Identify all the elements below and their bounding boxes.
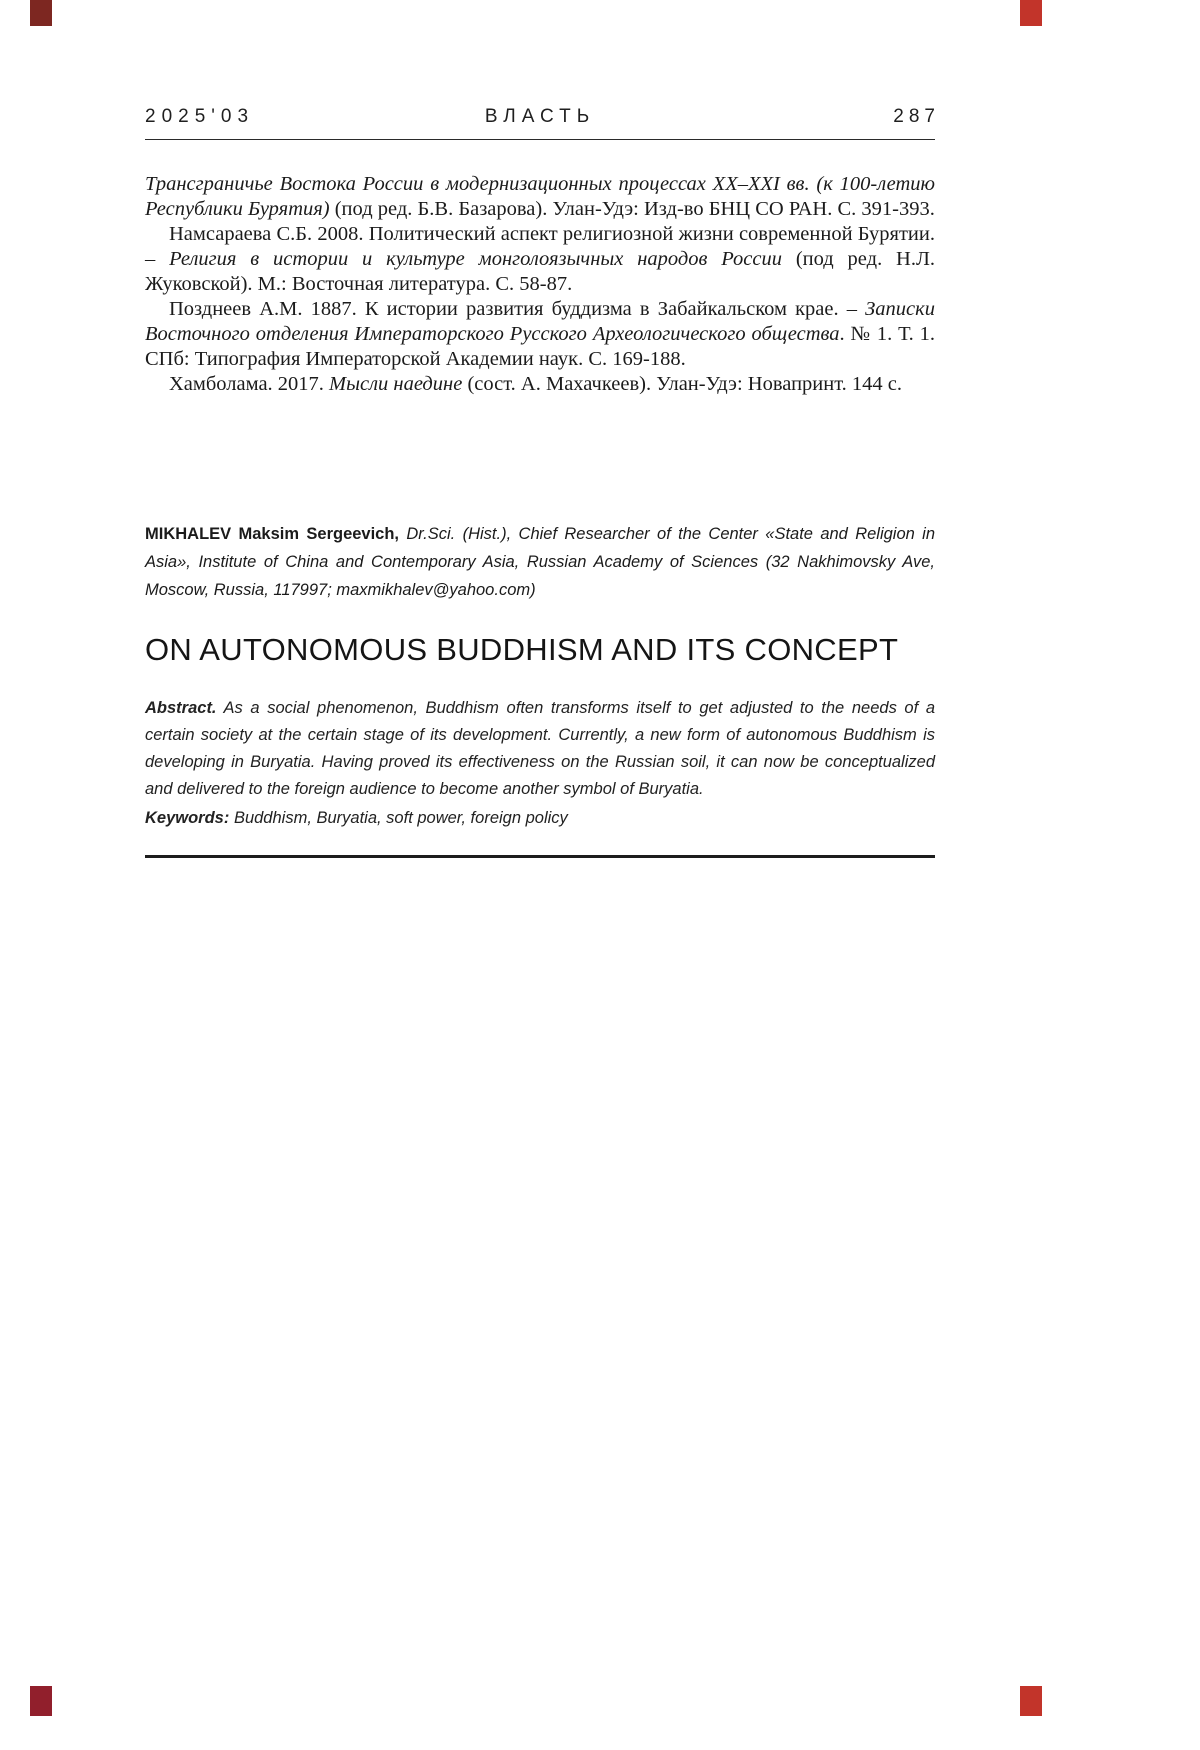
ref-segment: Намсараева С.Б. 2008. Политический аспект религиозной жизни современной Бурятии. – <box>145 223 935 270</box>
ref-segment: Религия в истории и культуре монголоязычных народов России <box>169 248 782 270</box>
author-block <box>145 520 935 604</box>
abstract-paragraph <box>145 695 935 803</box>
article-title: ON AUTONOMOUS BUDDHISM AND ITS CONCEPT <box>145 632 899 667</box>
author-name: MIKHALEV Maksim Sergeevich, <box>145 525 400 543</box>
section-rule <box>145 855 935 858</box>
reference-item <box>145 372 935 397</box>
ref-segment: (под ред. Н.Л. Жуковской). М.: Восточная литература. С. 58-87. <box>145 248 936 295</box>
ref-segment: (под ред. Б.В. Базарова). Улан-Удэ: Изд-во БНЦ СО РАН. С. 391-393. <box>329 198 935 220</box>
keywords-paragraph <box>145 805 935 832</box>
abstract-section <box>145 695 935 832</box>
issue-number: 2025'03 <box>145 106 255 127</box>
keywords-label: Keywords: <box>145 809 230 827</box>
ref-segment: Позднеев А.М. 1887. К истории развития буддизма в Забайкальском крае. – <box>169 298 866 320</box>
ref-segment: Записки Восточного отделения Императорского Русского Археологического общества <box>145 298 935 345</box>
ref-segment: Трансграничье Востока России в модернизационных процессах XX–XXI вв. (к 100-летию Республики Бурятия) <box>145 173 935 220</box>
crop-mark-top-right <box>1020 0 1042 26</box>
author-affiliation: Dr.Sci. (Hist.), Chief Researcher of the Center «State and Religion in Asia», Institute of China and Contemporary Asia, Russian Academy of Sciences (32 Nakhimovsky Ave, Moscow, Russia, 117997; maxmikhalev@yahoo.com) <box>145 525 935 599</box>
ref-segment: Хамболама. 2017. <box>169 373 330 395</box>
abstract-label: Abstract. <box>145 699 217 717</box>
running-head <box>145 106 940 128</box>
author-info <box>145 520 935 604</box>
crop-mark-top-left <box>30 0 52 26</box>
ref-segment: Мысли наедине <box>329 373 463 395</box>
reference-item <box>145 297 935 372</box>
keywords-text: Buddhism, Buryatia, soft power, foreign policy <box>229 809 568 827</box>
reference-item <box>145 172 935 222</box>
abstract-text: As a social phenomenon, Buddhism often transforms itself to get adjusted to the needs of a certain society at the certain stage of its development. Currently, a new form of autonomous Buddhism is developing in Buryatia. Having proved its effectiveness on the Russian soil, it can now be conceptualized and delivered to the foreign audience to become another symbol of Buryatia. <box>145 699 935 798</box>
page-number: 287 <box>893 106 940 127</box>
ref-segment: (сост. А. Махачкеев). Улан-Удэ: Новапринт. 144 с. <box>462 373 903 395</box>
references-section <box>145 172 935 397</box>
header-rule <box>145 139 935 140</box>
reference-item <box>145 222 935 297</box>
crop-mark-bottom-right <box>1020 1686 1042 1716</box>
ref-segment: . № 1. Т. 1. СПб: Типография Императорской Академии наук. С. 169-188. <box>145 323 936 370</box>
journal-title: ВЛАСТЬ <box>484 106 596 127</box>
crop-mark-bottom-left <box>30 1686 52 1716</box>
